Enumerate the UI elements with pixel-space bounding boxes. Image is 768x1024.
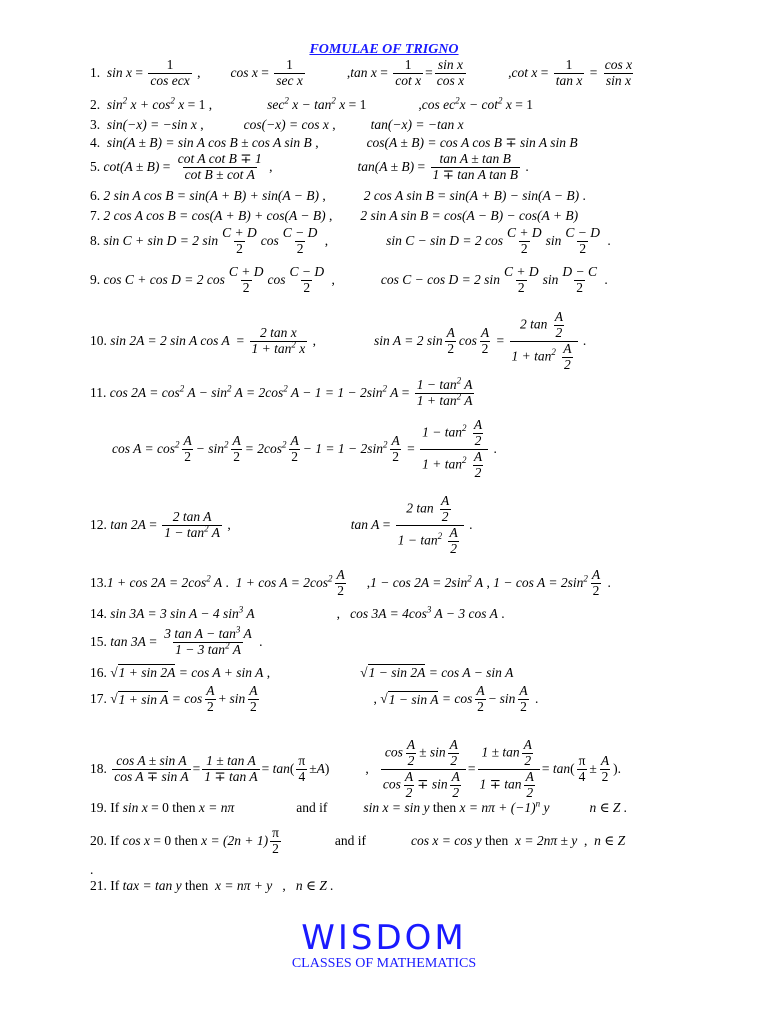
stray-dot: . <box>90 862 94 877</box>
formula-20: 20. If cos x = 0 then x = (2n + 1) $\frac{\pi}{2}$ and if cos x = cos y then x = 2nπ ± y , n ∈ Z <box>90 825 626 856</box>
formula-9: 9. cos C + cos D = 2 cos $\frac{C + D}{2}$ cos $\frac{C - D}{2}$ , cos C − cos D = 2 sin $\frac{C + D}{2}$ sin $\frac{D - C}{2}$ . <box>90 264 608 295</box>
formula-7: 7. 2 cos A cos B = cos(A + B) + cos(A − B) , 2 sin A sin B = cos(A − B) − cos(A + B) <box>90 208 579 223</box>
formula-15: 15. tan 3A = $\frac{3 \tan A - \tan^3 A}{1 - 3 \tan^2 A}$ . <box>90 624 263 657</box>
formula-19: 19. If sin x = 0 then x = nπ and if sin x = sin y then $x = n\pi + (-1)^n$ y n ∈ Z . <box>90 798 628 815</box>
formula-13: 13. $1 + \cos 2A = 2\cos^2$ A . $1 + \cos A = 2\cos^2$ $\frac{A}{2}$ , $1 - \cos 2A = 2\sin^2$ A , $1 - \cos A = 2\sin^2$ $\frac{A}{2}$ . <box>90 567 611 598</box>
formula-12: 12. tan 2A = $\frac{\text{2 tan A}}{1 - \tan^2 A}$ , tan A = 2 tan $\frac{A}{2}$ $1 - \tan^2$ $\frac{A}{2}$ . <box>90 493 473 556</box>
formula-3: 3. sin(−x) = −sin x , cos(−x) = cos x , tan(−x) = −tan x <box>90 117 464 132</box>
formula-21: 21. If tax = tan y then x = nπ + y , n ∈ Z . <box>90 878 334 893</box>
formula-6: 6. 2 sin A cos B = sin(A + B) + sin(A − B) , 2 cos A sin B = sin(A + B) − sin(A − B) . <box>90 188 586 203</box>
formula-11: 11. $\cos 2A = \cos^2 A - \sin^2 A = 2\cos^2$ $A - 1 = 1 - 2\sin^2$ A = $\frac{1 - \tan^2 A}{1 + \tan^2 A}$ <box>90 375 473 408</box>
brand-subtitle: CLASSES OF MATHEMATICS <box>291 956 477 971</box>
brand-logo: WISDOM <box>301 918 467 958</box>
formula-2: 2. $\sin^2 x + \cos^2 x$ = 1 , $\sec^2 x - \tan^2 x$ = 1 , $\cos ec^2x - \cot^2 x$ = 1 <box>90 95 533 112</box>
formula-1: 1. sin x = $\frac{1}{\text{cos ecx}}$ , cos x = $\frac{1}{\text{sec x}}$ , tan x = $\frac{1}{\text{cot x}}$ = $\frac{\text{sin x}}{\text{cos x}}$ , cot x = $\frac{1}{\text{tan x}}$ = $\frac{\text{cos x}}{\text{sin x}}$ <box>90 57 633 88</box>
formula-14: 14. sin 3A = 3 sin A − 4 $\sin^3 A$ , $\cos 3A = 4\cos^3$ A − 3 cos A . <box>90 604 505 621</box>
formula-10: 10. sin 2A = 2 sin A cos A = $\frac{\text{2 tan x}}{1 + \tan^2 x}$ , sin A = 2 sin $\frac{A}{2}$ cos $\frac{A}{2}$ = 2 tan $\frac{A}{2}$ $1 + \tan^2$ $\frac{A}{2}$ . <box>90 309 587 372</box>
formula-5: 5. cot(A ± B) = $\frac{\text{cot A cot B ∓ 1}}{\text{cot B ± cot A}}$ , tan(A ± B) = $\frac{\text{tan A ± tan B}}{\text{1 ∓ tan A tan B}}$ . <box>90 151 529 182</box>
formula-16: 16. √ 1 + sin 2A = cos A + sin A , √ 1 − sin 2A = cos A − sin A <box>90 664 514 680</box>
page-title: FOMULAE OF TRIGNO <box>309 42 459 57</box>
formula-11b: $\cos A = \cos^2$ $\frac{A}{2}$ − $\sin^2$ $\frac{A}{2}$ = $2\cos^2$ $\frac{A}{2}$ − $1 = 1 - 2\sin^2$ $\frac{A}{2}$ = $1 - \tan^2$ $\frac{A}{2}$ $1 + \tan^2$ $\frac{A}{2}$ . <box>112 417 497 480</box>
formula-18: 18. $\frac{\text{cos A ± sin A}}{\text{cos A ∓ sin A}}$ = $\frac{\text{1 ± tan A}}{\text{1 ∓ tan A}}$ = tan ( $\frac{\pi}{4}$ ± A ) , cos $\frac{A}{2}$ ± sin $\frac{A}{2}$ cos $\frac{A}{2}$ ∓ sin $\frac{A}{2}$ = 1 ± tan $\frac{A}{2}$ 1 ∓ tan $\frac{A}{2}$ = tan ( $\frac{\pi}{4}$ ± $\frac{A}{2}$ ). <box>90 737 621 800</box>
formula-8: 8. sin C + sin D = 2 sin $\frac{C + D}{2}$ cos $\frac{C - D}{2}$ , sin C − sin D = 2 cos $\frac{C + D}{2}$ sin $\frac{C - D}{2}$ . <box>90 225 611 256</box>
formula-4: 4. sin(A ± B) = sin A cos B ± cos A sin B , cos(A ± B) = cos A cos B ∓ sin A sin B <box>90 135 578 150</box>
formula-17: 17. √ 1 + sin A = cos $\frac{A}{2}$ + sin $\frac{A}{2}$ , √ 1 − sin A = cos $\frac{A}{2}$ − sin $\frac{A}{2}$ . <box>90 683 539 714</box>
